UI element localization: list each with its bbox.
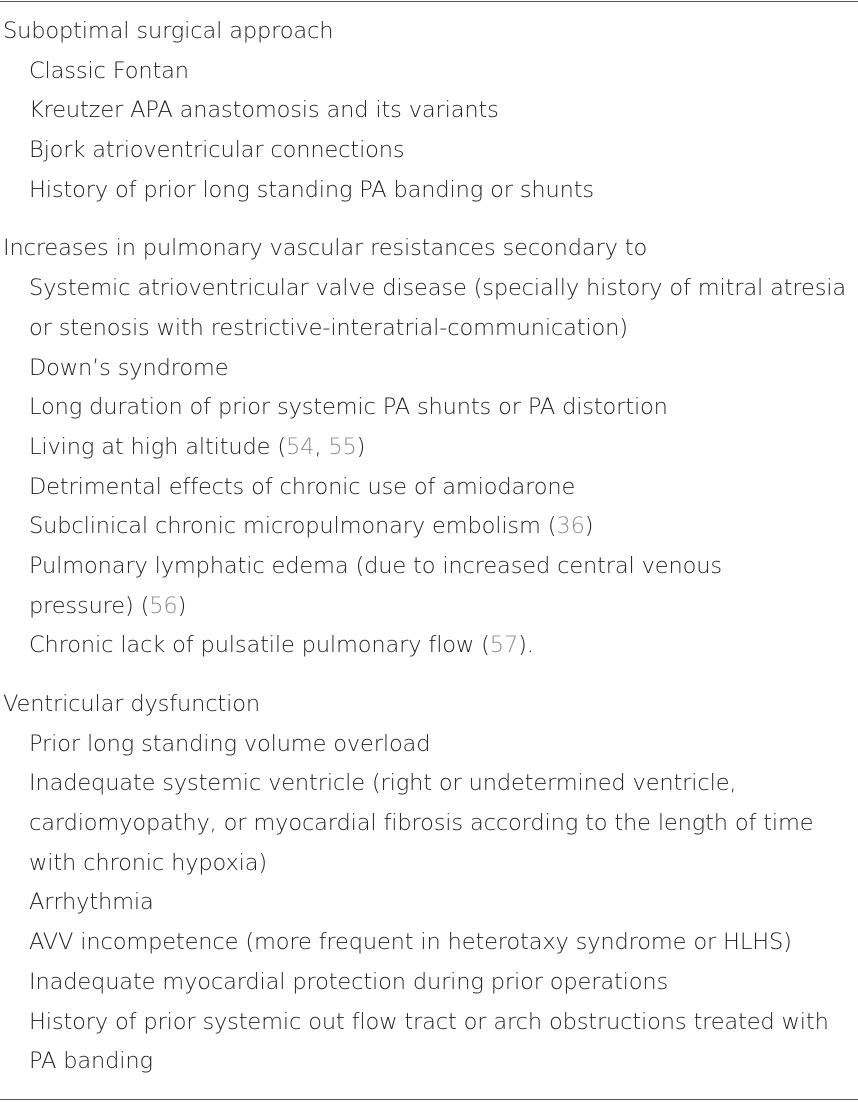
list-item-text: ) [584,513,594,540]
list-item [0,269,858,348]
list-item: Down’s syndrome [29,354,229,381]
list-item-text: ). [518,632,534,659]
list-item-line: Pulmonary lymphatic edema (due to increased central venous [29,552,722,579]
list-item-line: cardiomyopathy, or myocardial fibrosis according to the length of time [29,810,814,837]
list-item: Detrimental effects of chronic use of amiodarone [29,473,576,500]
table-top-rule [0,1,858,2]
list-item: Bjork atrioventricular connections [29,137,405,164]
list-item-text: ) [177,592,187,619]
list-item [0,507,858,547]
list-item: AVV incompetence (more frequent in heterotaxy syndrome or HLHS) [29,929,792,956]
list-item: Kreutzer APA anastomosis and its variants [29,97,499,124]
list-item-line: or stenosis with restrictive-interatrial-communication) [29,314,628,341]
group-header: Ventricular dysfunction [3,691,260,717]
list-item: History of prior long standing PA banding or shunts [29,176,594,203]
list-item-line: PA banding [29,1048,153,1075]
list-item-line: with chronic hypoxia) [29,849,267,876]
list-item [0,547,858,626]
group-header: Increases in pulmonary vascular resistances secondary to [3,235,648,262]
list-item-text: Living at high altitude ( [29,433,286,460]
list-item-text: Chronic lack of pulsatile pulmonary flow ( [29,632,490,659]
list-item: Arrhythmia [29,889,154,916]
group-pulmonary-vascular-resistance [0,229,858,666]
list-item [0,626,858,666]
list-item-line: Systemic atrioventricular valve disease (specially history of mitral atresia [29,275,847,302]
list-item [0,428,858,468]
list-item: Long duration of prior systemic PA shunts or PA distortion [29,394,668,421]
list-item [0,764,858,883]
reference-link[interactable]: 55 [328,433,357,460]
list-item-line: Inadequate systemic ventricle (right or undetermined ventricle, [29,770,737,797]
list-item-line [0,587,858,627]
reference-link[interactable]: 57 [489,632,519,659]
reference-link[interactable]: 36 [556,513,585,540]
list-item-text: Subclinical chronic micropulmonary embolism ( [29,513,557,540]
list-item: Inadequate myocardial protection during prior operations [29,968,669,995]
list-item: Prior long standing volume overload [29,730,431,757]
risk-factors-table [0,12,858,1082]
list-item [0,1003,858,1082]
group-header: Suboptimal surgical approach [3,18,334,44]
list-item-text: , [314,433,329,460]
list-item-text: ) [356,433,366,460]
list-item-line: History of prior systemic out flow tract or arch obstructions treated with [29,1008,829,1035]
reference-link[interactable]: 54 [285,433,315,460]
reference-link[interactable]: 56 [149,592,178,619]
list-item: Classic Fontan [29,57,189,84]
group-ventricular-dysfunction [0,685,858,1082]
table-bottom-rule [0,1099,858,1100]
group-suboptimal-surgical-approach [0,12,858,210]
list-item-text: pressure) ( [29,592,150,619]
